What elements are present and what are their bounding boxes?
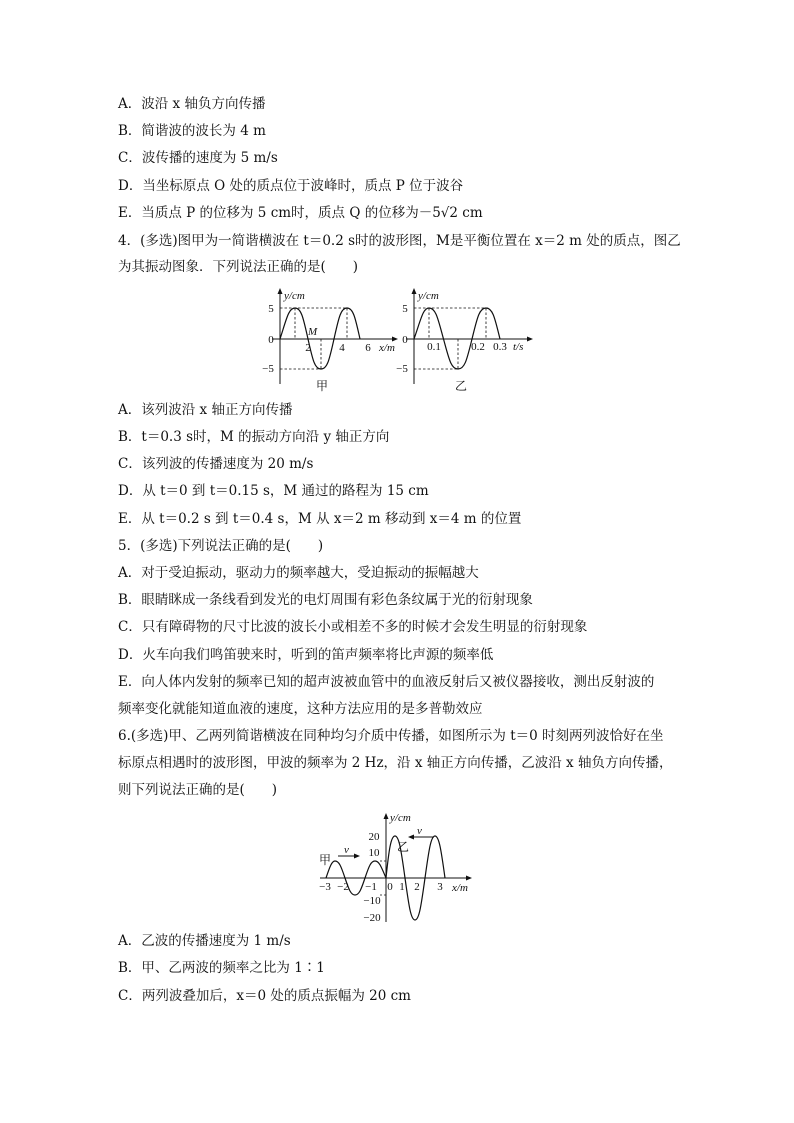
text-line: A．乙波的传播速度为 1 m/s — [118, 933, 291, 949]
y-axis-label: y/cm — [284, 290, 305, 302]
x-tick: 0.3 — [493, 341, 507, 353]
text-line: 5．(多选)下列说法正确的是( ) — [118, 538, 324, 554]
figure-caption: 乙 — [454, 379, 468, 393]
x-tick: 6 — [365, 342, 371, 354]
x-tick: 1 — [399, 881, 405, 893]
x-axis-label: t/s — [513, 341, 524, 353]
point-label: M — [308, 326, 318, 338]
text-line: B．简谐波的波长为 4 m — [118, 123, 266, 139]
text-line: D．当坐标原点 O 处的质点位于波峰时，质点 P 位于波谷 — [118, 178, 464, 194]
y-tick: 0 — [402, 334, 408, 346]
y-axis-label: y/cm — [418, 290, 439, 302]
text-line: 4．(多选)图甲为一简谐横波在 t＝0.2 s时的波形图，M是平衡位置在 x＝2 m 处的质点，图乙 — [118, 233, 681, 249]
text-line: B．甲、乙两波的频率之比为 1∶1 — [118, 960, 325, 976]
text-line: B．t＝0.3 s时，M 的振动方向沿 y 轴正方向 — [118, 429, 390, 445]
x-tick: 3 — [437, 881, 443, 893]
text-line: C．波传播的速度为 5 m/s — [118, 150, 278, 166]
text-line: 6.(多选)甲、乙两列简谐横波在同种均匀介质中传播，如图所示为 t＝0 时刻两列波恰好在坐 — [118, 728, 664, 744]
x-tick: 0 — [387, 881, 393, 893]
velocity-label: v — [344, 844, 349, 856]
text-line: E．当质点 P 的位移为 5 cm时，质点 Q 的位移为－5√2 cm — [118, 205, 483, 221]
y-tick: −5 — [262, 363, 274, 375]
figure-wave-graph — [262, 284, 400, 396]
y-tick: −5 — [396, 363, 408, 375]
text-line: C．只有障碍物的尺寸比波的波长小或相差不多的时候才会发生明显的衍射现象 — [118, 619, 588, 635]
y-axis-label: y/cm — [390, 812, 411, 824]
text-line: D．从 t＝0 到 t＝0.15 s，M 通过的路程为 15 cm — [118, 483, 429, 499]
text-line: C．两列波叠加后，x＝0 处的质点振幅为 20 cm — [118, 988, 411, 1004]
text-line: A．该列波沿 x 轴正方向传播 — [118, 402, 293, 418]
y-tick: 5 — [268, 303, 274, 315]
y-tick: −10 — [363, 895, 381, 907]
wave-label-jia: 甲 — [319, 853, 332, 867]
text-line: E．向人体内发射的频率已知的超声波被血管中的血液反射后又被仪器接收，测出反射波的 — [118, 674, 655, 690]
x-tick: 4 — [339, 342, 345, 354]
text-line: A．对于受迫振动，驱动力的频率越大，受迫振动的振幅越大 — [118, 565, 479, 581]
x-tick: −2 — [337, 881, 349, 893]
y-tick: 0 — [268, 334, 274, 346]
y-tick: −20 — [363, 912, 381, 924]
y-tick: 10 — [368, 847, 380, 859]
text-line: 标原点相遇时的波形图，甲波的频率为 2 Hz，沿 x 轴正方向传播，乙波沿 x 轴负方向传播， — [118, 755, 673, 771]
x-tick: −1 — [365, 881, 377, 893]
y-tick: 5 — [402, 303, 408, 315]
x-tick: 2 — [414, 881, 420, 893]
text-line: 频率变化就能知道血液的速度，这种方法应用的是多普勒效应 — [118, 701, 483, 717]
text-line: B．眼睛眯成一条线看到发光的电灯周围有彩色条纹属于光的衍射现象 — [118, 592, 533, 608]
text-line: 为其振动图象．下列说法正确的是( ) — [118, 259, 359, 275]
x-tick: 0.1 — [427, 341, 441, 353]
figure-caption: 甲 — [315, 379, 329, 393]
x-axis-label: x/m — [452, 882, 468, 894]
x-tick: 2 — [305, 342, 311, 354]
text-line: A．波沿 x 轴负方向传播 — [118, 96, 266, 112]
text-line: D．火车向我们鸣笛驶来时，听到的笛声频率将比声源的频率低 — [118, 647, 494, 663]
text-line: 则下列说法正确的是( ) — [118, 782, 278, 798]
figure-vibration-graph — [396, 284, 536, 396]
wave-label-yi: 乙 — [397, 840, 410, 854]
x-axis-label: x/m — [379, 342, 395, 354]
x-tick: −3 — [319, 881, 331, 893]
text-line: C．该列波的传播速度为 20 m/s — [118, 456, 314, 472]
x-tick: 0.2 — [471, 341, 485, 353]
velocity-label: v — [417, 825, 422, 837]
text-line: E．从 t＝0.2 s 到 t＝0.4 s，M 从 x＝2 m 移动到 x＝4 m 的位置 — [118, 511, 522, 527]
figure-two-waves — [314, 804, 484, 928]
y-tick: 20 — [368, 831, 380, 843]
